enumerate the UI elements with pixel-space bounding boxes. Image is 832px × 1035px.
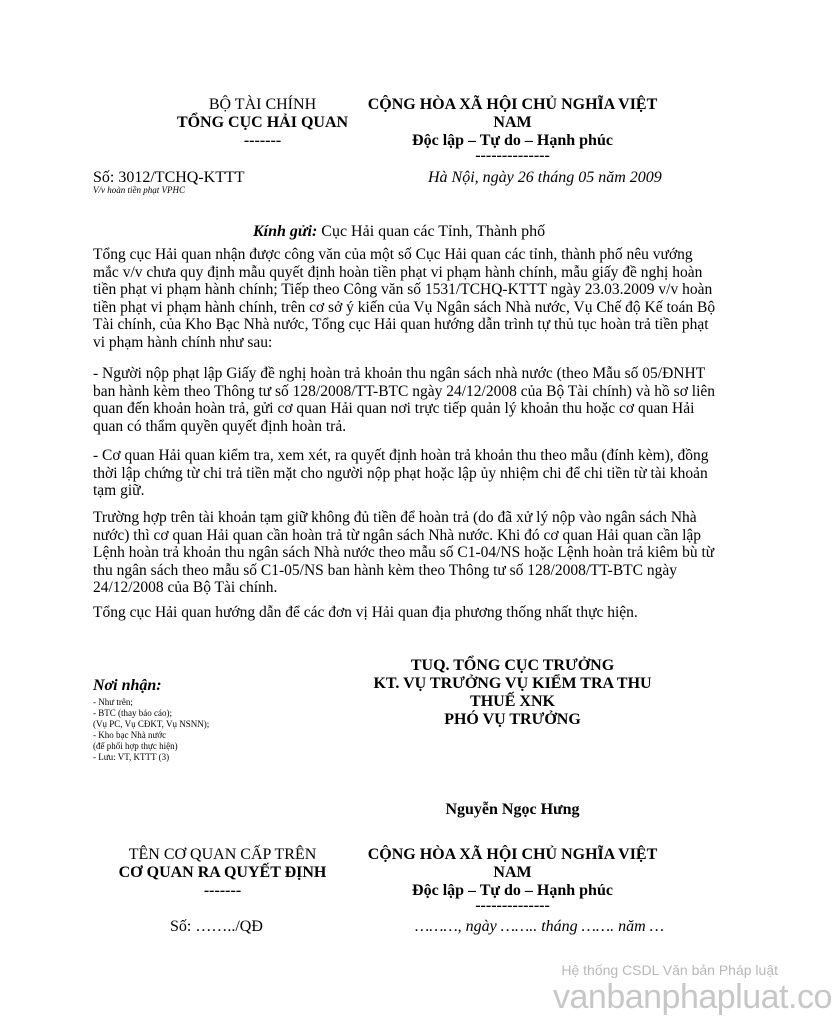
document-date: Hà Nội, ngày 26 tháng 05 năm 2009	[428, 169, 662, 186]
watermark-caption: Hệ thống CSDL Văn bản Pháp luật	[561, 962, 778, 978]
list-item: - BTC (thay báo cáo);	[93, 708, 172, 718]
issuing-agency: TỔNG CỤC HẢI QUAN	[176, 114, 349, 131]
form-number: Số: ……../QĐ	[170, 918, 263, 935]
agency-divider: -------	[243, 132, 282, 149]
list-item: - Lưu: VT, KTTT (3)	[93, 752, 170, 762]
paragraph-step-2: - Cơ quan Hải quan kiểm tra, xem xét, ra quyết định hoàn trả khoản thu theo mẫu (đính kèm), đồng thời lập chứng từ chi trả tiền mặt cho người nộp phạt hoặc lập ủy nhiệm chi để chi tiền từ tài khoản tạm giữ.	[93, 447, 709, 499]
recipient-label: Kính gửi:	[253, 223, 318, 240]
list-item: - Kho bạc Nhà nước	[93, 730, 167, 740]
form-issuing-agency: CƠ QUAN RA QUYẾT ĐỊNH	[118, 864, 327, 881]
form-parent-agency: TÊN CƠ QUAN CẤP TRÊN	[128, 846, 317, 863]
country-name-line2: NAM	[493, 114, 532, 131]
list-item: (Vụ PC, Vụ CĐKT, Vụ NSNN);	[93, 719, 210, 729]
list-item: (để phối hợp thực hiện)	[93, 741, 178, 751]
watermark-site: vanbanphapluat.co	[553, 978, 832, 1016]
signer-name: Nguyễn Ngọc Hưng	[445, 801, 580, 818]
issuing-ministry: BỘ TÀI CHÍNH	[208, 96, 317, 113]
document-subject: V/v hoàn tiền phạt VPHC	[93, 185, 185, 195]
signature-authority-line2: KT. VỤ TRƯỞNG VỤ KIỂM TRA THU	[373, 675, 652, 692]
recipients-label: Nơi nhận:	[93, 677, 162, 694]
paragraph-closing: Tổng cục Hải quan hướng dẫn để các đơn vị Hải quan địa phương thống nhất thực hiện.	[93, 604, 638, 621]
form-national-motto: Độc lập – Tự do – Hạnh phúc	[412, 882, 613, 899]
form-agency-divider: -------	[203, 882, 242, 899]
recipient-name: Cục Hải quan các Tỉnh, Thành phố	[317, 223, 546, 240]
form-motto-divider: --------------	[475, 897, 550, 914]
form-country-name-line2: NAM	[493, 864, 532, 881]
signature-authority-line1: TUQ. TỔNG CỤC TRƯỞNG	[410, 657, 615, 674]
document-number: Số: 3012/TCHQ-KTTT	[93, 169, 245, 186]
form-date: ………, ngày …….. tháng ……. năm …	[415, 918, 664, 935]
motto-divider: --------------	[475, 147, 550, 164]
signature-title: PHÓ VỤ TRƯỞNG	[444, 711, 581, 728]
form-country-name-line1: CỘNG HÒA XÃ HỘI CHỦ NGHĨA VIỆT	[367, 846, 658, 863]
national-motto: Độc lập – Tự do – Hạnh phúc	[412, 132, 613, 149]
paragraph-step-1: - Người nộp phạt lập Giấy đề nghị hoàn trả khoản thu ngân sách nhà nước (theo Mẫu số 05/ĐNHT ban hành kèm theo Thông tư số 128/2008/TT-BTC ngày 24/12/2008 của Bộ Tài chính) và hồ sơ liên quan đến khoản hoàn trả, gửi cơ quan Hải quan nơi trực tiếp quản lý khoản thu hoặc cơ quan Hải quan có thẩm quyền quyết định hoàn trả.	[93, 365, 716, 435]
country-name-line1: CỘNG HÒA XÃ HỘI CHỦ NGHĨA VIỆT	[367, 96, 658, 113]
paragraph-exception: Trường hợp trên tài khoản tạm giữ không đủ tiền để hoàn trả (do đã xử lý nộp vào ngân sách Nhà nước) thì cơ quan Hải quan cần hoàn trả từ ngân sách Nhà nước. Khi đó cơ quan Hải quan cần lập Lệnh hoàn trả khoản thu ngân sách Nhà nước theo mẫu số C1-04/NS hoặc Lệnh hoàn trả kiêm bù từ thu ngân sách theo mẫu số C1-05/NS ban hành kèm theo Thông tư số 128/2008/TT-BTC ngày 24/12/2008 của Bộ Tài chính.	[93, 509, 715, 596]
list-item: - Như trên;	[93, 697, 133, 707]
recipient-line	[253, 222, 545, 241]
paragraph-intro: Tổng cục Hải quan nhận được công văn của một số Cục Hải quan các tỉnh, thành phố nêu vướng mắc v/v chưa quy định mẫu quyết định hoàn tiền phạt vi phạm hành chính, mẫu giấy đề nghị hoàn tiền phạt vi phạm hành chính; Tiếp theo Công văn số 1531/TCHQ-KTTT ngày 23.03.2009 v/v hoàn tiền phạt vi phạm hành chính, trên cơ sở ý kiến của Vụ Ngân sách Nhà nước, Vụ Chế độ Kế toán Bộ Tài chính, của Kho Bạc Nhà nước, Tổng cục Hải quan hướng dẫn trình tự thủ tục hoàn trả tiền phạt vi phạm hành chính như sau:	[93, 246, 716, 351]
recipients-list	[93, 697, 209, 763]
signature-authority-line3: THUẾ XNK	[470, 693, 555, 710]
